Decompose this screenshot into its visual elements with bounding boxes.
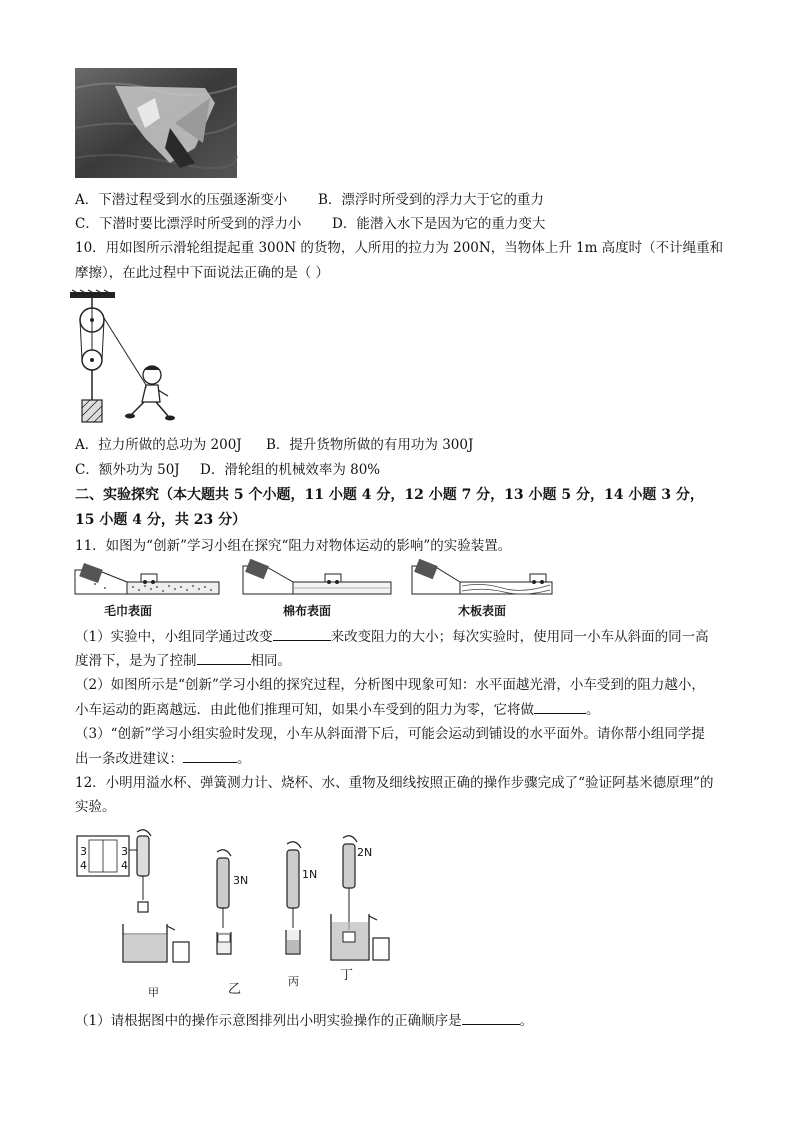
reading-bing: 1N: [302, 868, 318, 881]
q11-part1-line2: 度滑下，是为了控制 相同。: [75, 653, 291, 669]
q10-option-a: A．拉力所做的总功为 200J: [75, 437, 242, 453]
q11-part2-line1: （2）如图所示是“创新”学习小组的探究过程，分析图中现象可知：水平面越光滑，小车受到的阻力越小，: [75, 677, 705, 693]
wood-surface-caption: 木板表面: [458, 604, 507, 618]
cotton-surface-caption: 棉布表面: [283, 604, 332, 618]
q11-part1-line1: （1）实验中，小组同学通过改变 来改变阻力的大小；每次实验时，使用同一小车从斜面的同一高: [75, 629, 709, 645]
answer-blank[interactable]: [273, 627, 331, 641]
q11-part3-line1: （3）“创新”学习小组实验时发现，小车从斜面滑下后，可能会运动到铺设的水平面外。请你帮小组同学提: [75, 726, 705, 742]
submarine-photo: [75, 68, 237, 178]
q9-option-b: B．漂浮时所受到的浮力大于它的重力: [318, 192, 544, 208]
q10-option-b: B．提升货物所做的有用功为 300J: [266, 437, 474, 453]
label-yi: 乙: [228, 982, 242, 997]
q10-stem-line2: 摩擦），在此过程中下面说法正确的是（ ）: [75, 265, 330, 281]
q11-stem: 11．如图为“创新”学习小组在探究“阻力对物体运动的影响”的实验装置。: [75, 538, 512, 554]
scale-mark-1: 3: [80, 845, 87, 858]
towel-surface-caption: 毛巾表面: [104, 604, 153, 618]
scale-mark-3: 3: [121, 845, 128, 858]
scale-mark-4: 4: [121, 859, 128, 872]
scale-mark-2: 4: [80, 859, 87, 872]
section2-heading-line1: 二、实验探究（本大题共 5 个小题，11 小题 4 分，12 小题 7 分，13 小题 5 分，14 小题 3 分，: [75, 487, 704, 503]
reading-ding: 2N: [357, 846, 373, 859]
pulley-system-diagram: [70, 290, 190, 425]
q12-stem-line2: 实验。: [75, 799, 116, 815]
q11-part3-line2: 出一条改进建议： 。: [75, 751, 251, 767]
q9-option-c: C．下潜时要比漂浮时所受到的浮力小: [75, 216, 302, 232]
label-ding: 丁: [340, 968, 354, 983]
q11-part2-line2: 小车运动的距离越远．由此他们推理可知，如果小车受到的阻力为零，它将做 。: [75, 702, 600, 718]
cotton-surface-diagram: [243, 560, 393, 598]
wood-surface-diagram: [412, 560, 554, 598]
q9-option-a: A．下潜过程受到水的压强逐渐变小: [75, 192, 288, 208]
reading-yi: 3N: [233, 874, 249, 887]
answer-blank[interactable]: [462, 1011, 520, 1025]
q10-stem-line1: 10．用如图所示滑轮组提起重 300N 的货物，人所用的拉力为 200N，当物体上升 1m 高度时（不计绳重和: [75, 240, 724, 256]
label-jia: 甲: [148, 986, 159, 999]
q12-stem-line1: 12．小明用溢水杯、弹簧测力计、烧杯、水、重物及细线按照正确的操作步骤完成了“验证阿基米德原理”的: [75, 775, 714, 791]
answer-blank[interactable]: [534, 700, 586, 714]
section2-heading-line2: 15 小题 4 分，共 23 分）: [75, 512, 247, 528]
q10-option-c: C．额外功为 50J: [75, 462, 180, 478]
answer-blank[interactable]: [197, 651, 251, 665]
q10-option-d: D．滑轮组的机械效率为 80%: [200, 462, 381, 478]
towel-surface-diagram: [75, 562, 220, 598]
q9-option-d: D．能潜入水下是因为它的重力变大: [332, 216, 546, 232]
q12-part1: （1）请根据图中的操作示意图排列出小明实验操作的正确顺序是 。: [75, 1013, 534, 1029]
answer-blank[interactable]: [183, 749, 237, 763]
label-bing: 丙: [288, 975, 299, 988]
